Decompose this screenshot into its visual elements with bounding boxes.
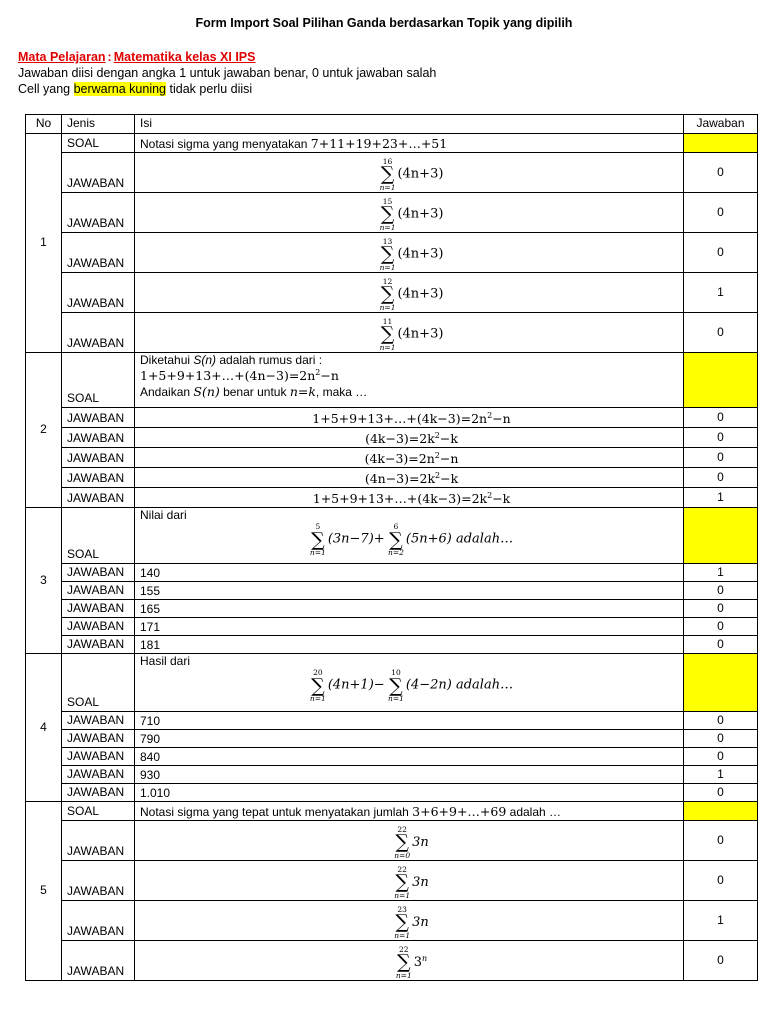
answer-cell-disabled <box>684 654 758 712</box>
answer-cell[interactable]: 0 <box>684 748 758 766</box>
table-row <box>26 468 758 488</box>
row-type-soal: SOAL <box>62 802 135 821</box>
option-cell[interactable]: $1+5+9+13+\dots+(4k-3)=2n^2-n$ <box>135 408 684 428</box>
option-cell[interactable]: 171 <box>135 618 684 636</box>
question-text-part: Notasi sigma yang tepat untuk menyatakan jumlah <box>140 804 413 819</box>
note-prefix: Cell yang <box>18 82 74 96</box>
option-cell[interactable]: 930 <box>135 766 684 784</box>
question-number: 2 <box>26 353 62 508</box>
answer-cell[interactable]: 1 <box>684 488 758 508</box>
answer-cell[interactable]: 1 <box>684 766 758 784</box>
option-cell[interactable] <box>135 233 684 273</box>
row-type-jawaban: JAWABAN <box>62 488 135 508</box>
sigma-icon: 22 ∑ n=1 <box>394 864 411 900</box>
option-cell[interactable]: 165 <box>135 600 684 618</box>
sigma-icon: 15 ∑ n=1 <box>379 196 396 232</box>
row-type-jawaban: JAWABAN <box>62 273 135 313</box>
sigma-icon: 11 ∑ n=1 <box>379 316 396 352</box>
table-row <box>26 712 758 730</box>
table-row <box>26 564 758 582</box>
option-expression: 3n <box>412 874 429 890</box>
question-math: 3+6+9+…+69 <box>412 803 507 819</box>
option-cell[interactable]: $1+5+9+13+\dots+(4k-3)=2k^2-k$ <box>135 488 684 508</box>
table-row <box>26 636 758 654</box>
answer-cell[interactable]: 0 <box>684 600 758 618</box>
question-text-tail: adalah … <box>506 804 562 819</box>
option-expression: (4n+3) <box>397 246 444 262</box>
table-row <box>26 784 758 802</box>
row-type-jawaban: JAWABAN <box>62 730 135 748</box>
header-jenis: Jenis <box>62 115 135 134</box>
question-text[interactable] <box>135 353 684 408</box>
subject-value: Matematika kelas XI IPS <box>113 50 256 64</box>
option-expression: 3n <box>412 834 429 850</box>
question-math: 20 ∑ n=1 (4n+1)− 10 ∑ n=1 (4−2n) adalah… <box>309 668 514 703</box>
row-type-jawaban: JAWABAN <box>62 233 135 273</box>
answer-cell[interactable]: 0 <box>684 428 758 448</box>
note-highlight: berwarna kuning <box>73 82 167 96</box>
question-line-1: Nilai dari <box>140 508 187 522</box>
table-row <box>26 802 758 821</box>
option-cell[interactable]: $(4n-3)=2k^2-k$ <box>135 468 684 488</box>
answer-cell[interactable]: 1 <box>684 564 758 582</box>
table-row <box>26 654 758 712</box>
answer-cell[interactable]: 0 <box>684 233 758 273</box>
subject-separator: : <box>107 50 112 64</box>
answer-cell-disabled <box>684 802 758 821</box>
sigma-icon: 16 ∑ n=1 <box>379 156 396 192</box>
subject-line <box>18 50 255 64</box>
sigma-icon: 22 ∑ n=0 <box>394 824 411 860</box>
answer-cell[interactable]: 0 <box>684 153 758 193</box>
table-row <box>26 730 758 748</box>
table-row <box>26 233 758 273</box>
answer-cell[interactable]: 0 <box>684 193 758 233</box>
highlight-note <box>18 82 252 96</box>
row-type-jawaban: JAWABAN <box>62 600 135 618</box>
question-number: 4 <box>26 654 62 802</box>
question-math: 5 ∑ n=1 (3n−7)+ 6 ∑ n=2 (5n+6) adalah… <box>309 522 514 557</box>
table-row <box>26 488 758 508</box>
row-type-soal: SOAL <box>62 353 135 408</box>
table-row <box>26 618 758 636</box>
table-row <box>26 748 758 766</box>
option-cell[interactable] <box>135 861 684 901</box>
option-cell[interactable]: 140 <box>135 564 684 582</box>
row-type-jawaban: JAWABAN <box>62 821 135 861</box>
row-type-jawaban: JAWABAN <box>62 313 135 353</box>
row-type-jawaban: JAWABAN <box>62 766 135 784</box>
row-type-jawaban: JAWABAN <box>62 468 135 488</box>
table-row <box>26 428 758 448</box>
option-expression: (4n+3) <box>397 206 444 222</box>
option-cell[interactable]: 1.010 <box>135 784 684 802</box>
header-no: No <box>26 115 62 134</box>
row-type-jawaban: JAWABAN <box>62 153 135 193</box>
sigma-icon: 20 ∑ n=1 <box>309 668 326 703</box>
answer-cell-disabled <box>684 134 758 153</box>
sigma-icon: 5 ∑ n=1 <box>309 522 326 557</box>
table-row <box>26 941 758 981</box>
answer-cell[interactable]: 0 <box>684 861 758 901</box>
option-cell[interactable]: 181 <box>135 636 684 654</box>
row-type-jawaban: JAWABAN <box>62 861 135 901</box>
row-type-soal: SOAL <box>62 508 135 564</box>
sigma-icon: 22 ∑ n=1 <box>395 944 412 980</box>
row-type-jawaban: JAWABAN <box>62 618 135 636</box>
answer-cell-disabled <box>684 353 758 408</box>
option-cell[interactable]: 710 <box>135 712 684 730</box>
question-text[interactable] <box>135 654 684 712</box>
table-row <box>26 600 758 618</box>
table-row <box>26 861 758 901</box>
answer-cell[interactable]: 0 <box>684 712 758 730</box>
option-cell[interactable] <box>135 193 684 233</box>
sigma-icon: 10 ∑ n=1 <box>388 668 404 703</box>
table-row <box>26 134 758 153</box>
question-text[interactable] <box>135 134 684 153</box>
option-cell[interactable] <box>135 273 684 313</box>
option-cell[interactable]: 155 <box>135 582 684 600</box>
subject-label: Mata Pelajaran <box>18 50 106 64</box>
table-row <box>26 193 758 233</box>
table-row <box>26 353 758 408</box>
option-cell[interactable]: 840 <box>135 748 684 766</box>
row-type-soal: SOAL <box>62 134 135 153</box>
answer-cell[interactable]: 0 <box>684 618 758 636</box>
note-suffix: tidak perlu diisi <box>166 82 253 96</box>
table-row <box>26 408 758 428</box>
option-cell[interactable] <box>135 901 684 941</box>
question-number: 3 <box>26 508 62 654</box>
sigma-icon: 23 ∑ n=1 <box>394 904 411 940</box>
option-expression: (4n+3) <box>397 286 444 302</box>
table-row <box>26 448 758 468</box>
row-type-jawaban: JAWABAN <box>62 408 135 428</box>
table-header-row <box>26 115 758 134</box>
question-number: 5 <box>26 802 62 981</box>
header-jawaban: Jawaban <box>684 115 758 134</box>
answer-cell[interactable]: 1 <box>684 901 758 941</box>
answer-cell[interactable]: 0 <box>684 784 758 802</box>
row-type-jawaban: JAWABAN <box>62 428 135 448</box>
table-row <box>26 508 758 564</box>
option-expression: (4n+3) <box>397 166 444 182</box>
table-row <box>26 766 758 784</box>
option-expression: 3$^n$ <box>413 953 428 970</box>
answer-cell[interactable]: 0 <box>684 448 758 468</box>
option-cell[interactable] <box>135 821 684 861</box>
table-row <box>26 273 758 313</box>
table-row <box>26 153 758 193</box>
row-type-jawaban: JAWABAN <box>62 784 135 802</box>
row-type-soal: SOAL <box>62 654 135 712</box>
row-type-jawaban: JAWABAN <box>62 448 135 468</box>
answer-cell[interactable]: 1 <box>684 273 758 313</box>
question-line-1: Hasil dari <box>140 654 191 668</box>
answer-cell-disabled <box>684 508 758 564</box>
answer-cell[interactable]: 0 <box>684 408 758 428</box>
sigma-icon: 13 ∑ n=1 <box>379 236 396 272</box>
question-math: 7+11+19+23+…+51 <box>310 135 448 151</box>
question-line-3: Andaikan S(n) benar untuk n=k, maka … <box>140 383 368 399</box>
row-type-jawaban: JAWABAN <box>62 748 135 766</box>
sigma-icon: 6 ∑ n=2 <box>388 522 404 557</box>
answer-cell[interactable]: 0 <box>684 313 758 353</box>
answer-cell[interactable]: 0 <box>684 636 758 654</box>
option-cell[interactable]: $(4k-3)=2k^2-k$ <box>135 428 684 448</box>
row-type-jawaban: JAWABAN <box>62 901 135 941</box>
answer-cell[interactable]: 0 <box>684 730 758 748</box>
header-isi: Isi <box>135 115 684 134</box>
row-type-jawaban: JAWABAN <box>62 193 135 233</box>
question-number: 1 <box>26 134 62 353</box>
option-cell[interactable] <box>135 941 684 981</box>
row-type-jawaban: JAWABAN <box>62 941 135 981</box>
question-text[interactable] <box>135 508 684 564</box>
option-cell[interactable] <box>135 313 684 353</box>
sigma-icon: 12 ∑ n=1 <box>379 276 396 312</box>
answer-cell[interactable]: 0 <box>684 941 758 981</box>
table-row <box>26 582 758 600</box>
option-expression: (4n+3) <box>397 326 444 342</box>
answer-cell[interactable]: 0 <box>684 821 758 861</box>
question-line-1: Diketahui S(n) adalah rumus dari : <box>140 353 323 367</box>
option-cell[interactable] <box>135 153 684 193</box>
question-text-part: Notasi sigma yang menyatakan <box>140 136 311 151</box>
row-type-jawaban: JAWABAN <box>62 712 135 730</box>
instruction-line: Jawaban diisi dengan angka 1 untuk jawaban benar, 0 untuk jawaban salah <box>18 66 437 80</box>
option-expression: 3n <box>412 914 429 930</box>
answer-cell[interactable]: 0 <box>684 582 758 600</box>
row-type-jawaban: JAWABAN <box>62 564 135 582</box>
row-type-jawaban: JAWABAN <box>62 582 135 600</box>
option-cell[interactable]: $(4k-3)=2n^2-n$ <box>135 448 684 468</box>
question-text[interactable] <box>135 802 684 821</box>
table-row <box>26 821 758 861</box>
question-table <box>25 114 758 981</box>
table-row <box>26 901 758 941</box>
option-cell[interactable]: 790 <box>135 730 684 748</box>
row-type-jawaban: JAWABAN <box>62 636 135 654</box>
question-math: $1+5+9+13+\dots+(4n-3)=2n^2-n$ <box>140 368 339 384</box>
table-row <box>26 313 758 353</box>
answer-cell[interactable]: 0 <box>684 468 758 488</box>
page-title: Form Import Soal Pilihan Ganda berdasarkan Topik yang dipilih <box>195 16 573 30</box>
